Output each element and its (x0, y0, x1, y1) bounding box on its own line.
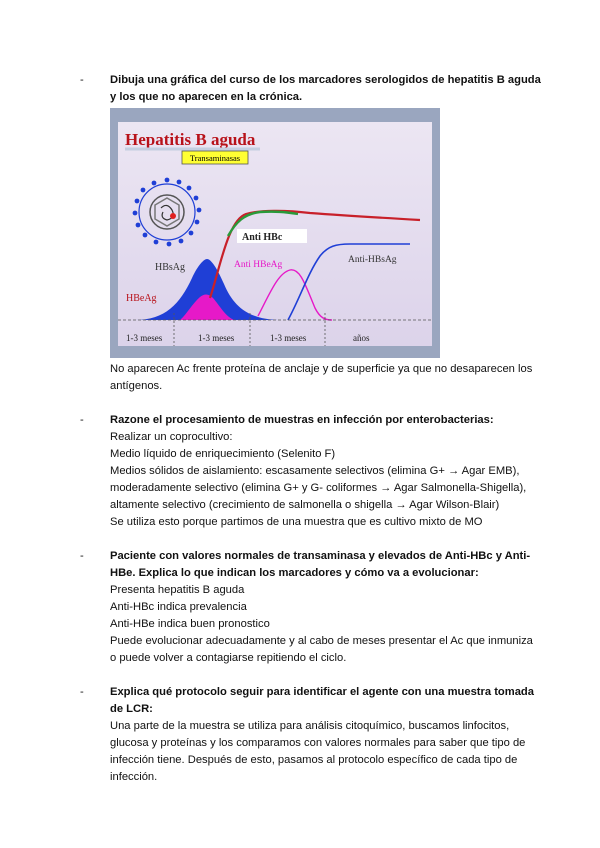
answer-line: Se utiliza esto porque partimos de una muestra que es cultivo mixto de MO (110, 516, 483, 528)
question-1-title: Dibuja una gráfica del curso de los marcadores serologidos de hepatitis B aguda y los que no aparecen en la crónica. (110, 74, 541, 103)
antihbc-label: Anti HBc (242, 232, 283, 243)
period-label: 1-3 meses (198, 333, 235, 343)
question-1 (80, 72, 550, 106)
question-3 (80, 548, 550, 582)
answer-line: o puede volver a contagiarse repitiendo el ciclo. (110, 652, 347, 664)
question-2-answer (110, 429, 526, 531)
answer-line: Realizar un coprocultivo: (110, 431, 233, 443)
answer-line: Presenta hepatitis B aguda (110, 584, 245, 596)
question-2-title: Razone el procesamiento de muestras en infección por enterobacterias: (110, 414, 494, 426)
question-2 (80, 412, 550, 429)
hbsag-label: HBsAg (155, 262, 186, 273)
answer-line: Medio líquido de enriquecimiento (Selenito F) (110, 448, 336, 460)
answer-line: moderadamente selectivo (elimina G+ y G- coliformes → Agar Salmonella-Shigella), (110, 482, 527, 494)
answer-line: Medios sólidos de aislamiento: escasamente selectivos (elimina G+ → Agar EMB), (110, 465, 520, 477)
period-label: 1-3 meses (270, 333, 307, 343)
question-4-title: Explica qué protocolo seguir para identificar el agente con una muestra tomada de LCR: (110, 686, 534, 715)
hbeag-label: HBeAg (126, 293, 157, 304)
figure-title: Hepatitis B aguda (125, 130, 256, 149)
answer-line: Puede evolucionar adecuadamente y al cabo de meses presentar el Ac que inmuniza (110, 635, 533, 647)
hepatitis-b-figure (110, 108, 440, 358)
hepatitis-b-chart (110, 108, 440, 358)
antihbsag-label: Anti-HBsAg (348, 255, 397, 265)
question-3-title: Paciente con valores normales de transaminasa y elevados de Anti-HBc y Anti-HBe. Explica lo que indican los marcadores y cómo va a evolucionar: (110, 550, 531, 579)
period-label: años (353, 333, 370, 343)
bullet-dash: - (80, 550, 84, 562)
antihbeag-label: Anti HBeAg (234, 260, 283, 270)
bullet-dash: - (80, 414, 84, 426)
answer-line: Anti-HBc indica prevalencia (110, 601, 247, 613)
question-3-answer (110, 582, 533, 667)
question-4 (80, 684, 550, 718)
bullet-dash: - (80, 74, 84, 86)
question-4-answer: Una parte de la muestra se utiliza para análisis citoquímico, buscamos linfocitos, glucosa y proteínas y los comparamos con valores normales para saber que tipo de infección tiene. Después de esto, pasamos al protocolo específico de cada tipo de infección. (110, 720, 526, 783)
transaminasas-label: Transaminasas (189, 153, 241, 163)
period-label: 1-3 meses (126, 333, 163, 343)
answer-line: altamente selectivo (crecimiento de salmonella o shigella → Agar Wilson-Blair) (110, 499, 500, 511)
question-1-answer: No aparecen Ac frente proteína de anclaje y de superficie ya que no desaparecen los antígenos. (110, 363, 533, 392)
answer-line: Anti-HBe indica buen pronostico (110, 618, 270, 630)
bullet-dash: - (80, 686, 84, 698)
